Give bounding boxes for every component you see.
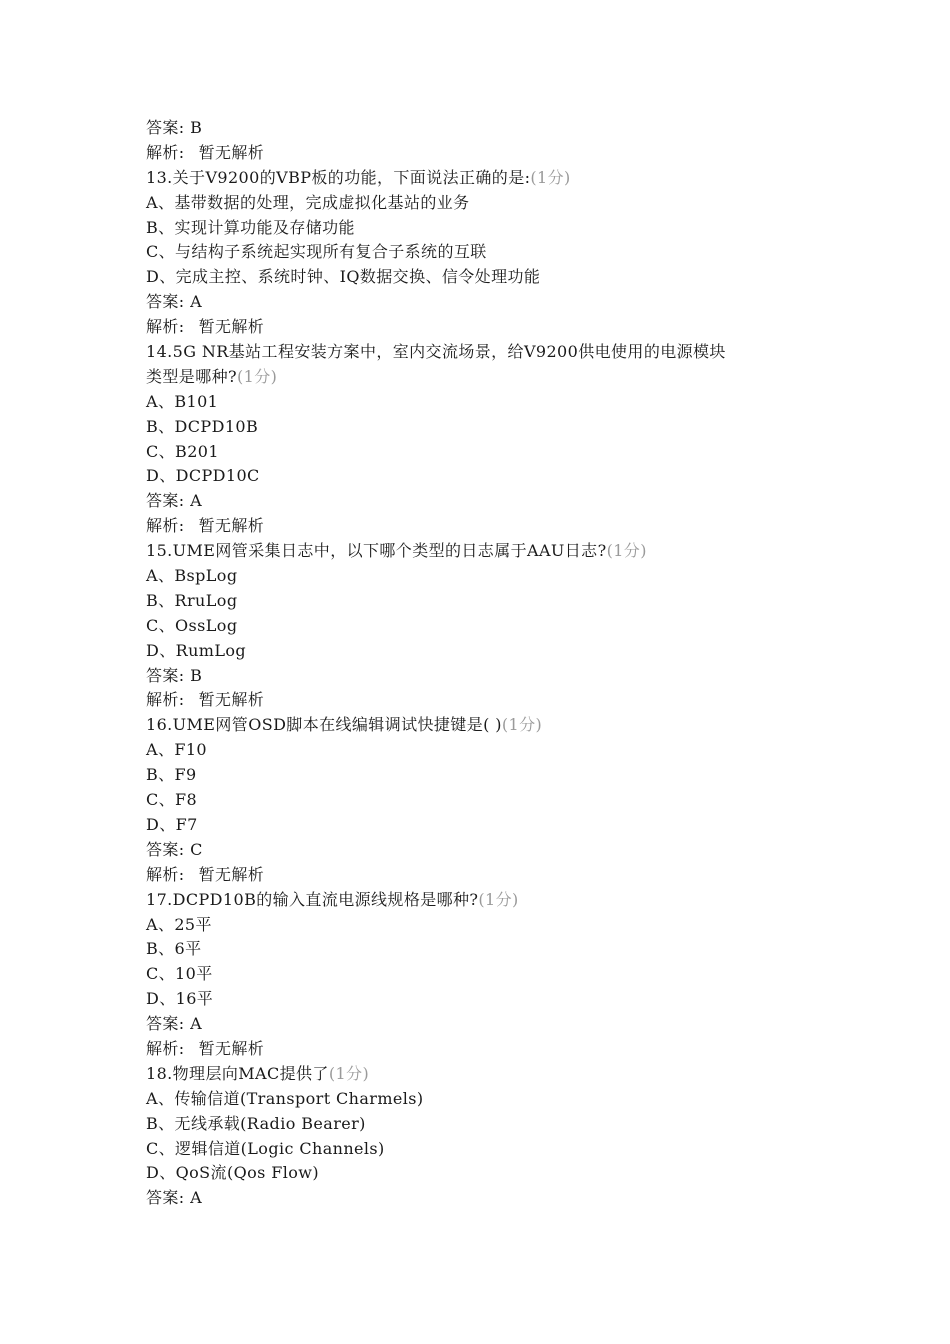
option-d: D、DCPD10C [146,466,260,486]
option-a: A、F10 [146,740,208,760]
option-c: C、OssLog [146,615,238,635]
answer-line: 答案: A [146,1188,203,1208]
analysis-label: 解析: [146,142,185,162]
question-text: 类型是哪种? [146,366,237,386]
analysis-text: 暂无解析 [198,516,265,536]
answer-line: 答案: A [146,491,203,511]
option-a: A、BspLog [146,566,238,586]
question-text: 13.关于V9200的VBP板的功能，下面说法正确的是: [146,167,531,187]
question-text: 18.物理层向MAC提供了 [146,1063,329,1083]
question-score: (1分) [478,889,519,909]
option-b: B、实现计算功能及存储功能 [146,217,355,237]
question-stem: 14.5G NR基站工程安装方案中，室内交流场景，给V9200供电使用的电源模块 [146,342,726,362]
option-d: D、RumLog [146,640,247,660]
option-c: C、B201 [146,441,219,461]
option-c: C、与结构子系统起实现所有复合子系统的互联 [146,242,487,262]
analysis-text: 暂无解析 [198,864,265,884]
option-a: A、传输信道(Transport Charmels) [146,1088,424,1108]
option-d: D、16平 [146,989,214,1009]
analysis-line [146,514,826,539]
analysis-label: 解析: [146,690,185,710]
analysis-line [146,863,826,888]
analysis-text: 暂无解析 [198,142,265,162]
question-stem [146,713,826,738]
question-score: (1分) [606,541,647,561]
option-d: D、F7 [146,814,198,834]
question-text: 16.UME网管OSD脚本在线编辑调试快捷键是( ) [146,715,502,735]
question-stem-continued [146,365,826,390]
analysis-label: 解析: [146,864,185,884]
question-stem [146,539,826,564]
option-b: B、无线承载(Radio Bearer) [146,1113,366,1133]
analysis-text: 暂无解析 [198,317,265,337]
analysis-text: 暂无解析 [198,1038,265,1058]
analysis-label: 解析: [146,317,185,337]
question-score: (1分) [236,366,278,386]
option-c: C、逻辑信道(Logic Channels) [146,1138,385,1158]
analysis-label: 解析: [146,1038,185,1058]
option-a: A、25平 [146,914,212,934]
question-stem [146,888,826,913]
answer-line: 答案: B [146,118,203,137]
option-a: A、基带数据的处理，完成虚拟化基站的业务 [146,192,470,212]
analysis-line [146,1037,826,1062]
option-a: A、B101 [146,391,219,411]
answer-line: 答案: A [146,1014,203,1034]
option-c: C、10平 [146,964,213,984]
question-stem [146,1062,826,1087]
option-d: D、完成主控、系统时钟、IQ数据交换、信令处理功能 [146,267,541,287]
option-b: B、DCPD10B [146,416,259,436]
document-content [146,116,826,1211]
answer-line: 答案: A [146,292,203,312]
question-score: (1分) [328,1063,370,1083]
analysis-label: 解析: [146,516,185,536]
option-b: B、RruLog [146,590,238,610]
question-text: 15.UME网管采集日志中，以下哪个类型的日志属于AAU日志? [146,541,607,561]
option-c: C、F8 [146,790,198,810]
question-score: (1分) [530,167,571,187]
option-d: D、QoS流(Qos Flow) [146,1163,320,1183]
option-b: B、6平 [146,939,202,959]
analysis-text: 暂无解析 [198,690,265,710]
analysis-line [146,315,826,340]
question-score: (1分) [501,715,543,735]
question-text: 17.DCPD10B的输入直流电源线规格是哪种? [146,889,479,909]
option-b: B、F9 [146,765,197,785]
answer-line: 答案: B [146,665,203,685]
analysis-line [146,688,826,713]
analysis-line [146,141,826,166]
question-stem [146,166,826,191]
answer-line: 答案: C [146,839,203,859]
